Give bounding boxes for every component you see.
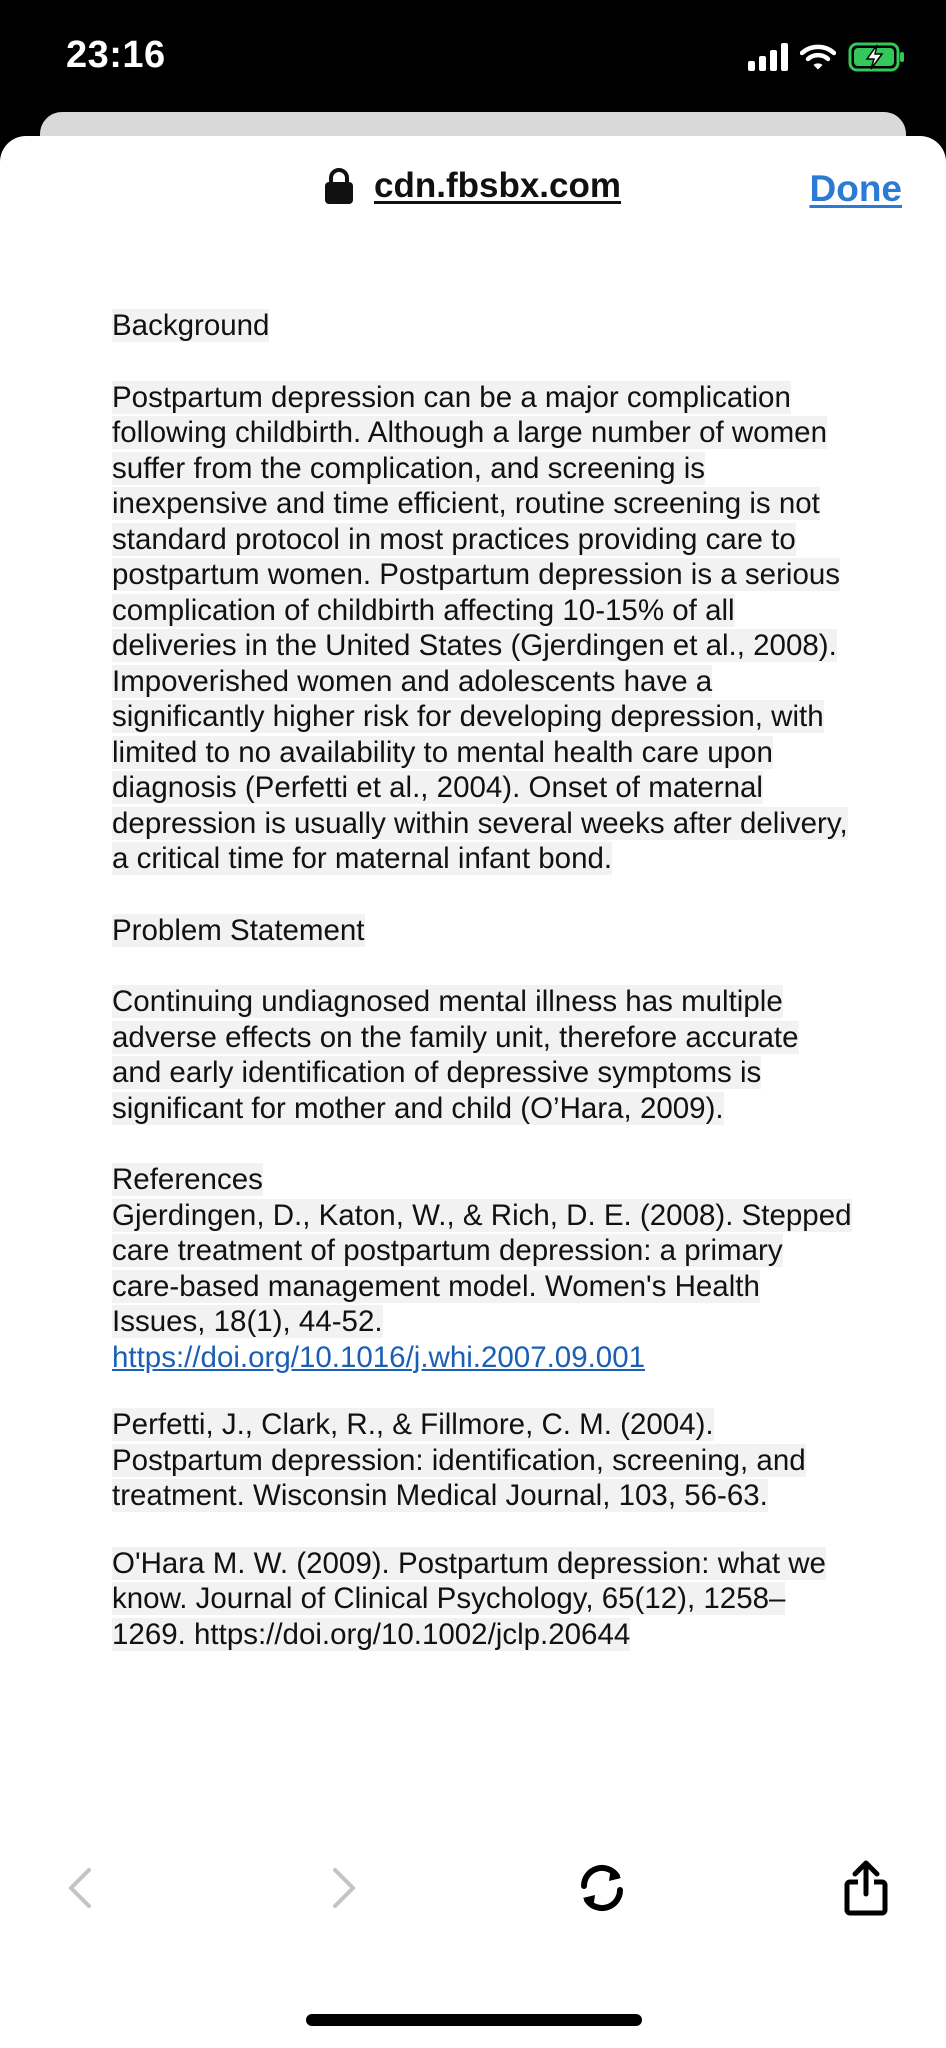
background-paragraph: Postpartum depression can be a major complication following childbirth. Although a large number of women suffer from the complication, and screening is inexpensive and time efficient, routine screening is not standard protocol in most practices providing care to postpartum women. Postpartum depression is a serious complication of childbirth affecting 10-15% of all deliveries in the United States (Gjerdingen et al., 2008). Impoverished women and adolescents have a significantly higher risk for developing depression, with limited to no availability to mental health care upon diagnosis (Perfetti et al., 2004). Onset of maternal depression is usually within several weeks after delivery, a critical time for maternal infant bond. <box>112 380 848 875</box>
status-bar <box>0 0 946 120</box>
battery-charging-icon <box>848 42 906 72</box>
browser-sheet <box>0 136 946 2048</box>
reference-gjerdingen-doi-link[interactable]: https://doi.org/10.1016/j.whi.2007.09.001 <box>112 1340 646 1374</box>
status-icons <box>748 42 906 72</box>
references-heading: References <box>112 1163 263 1196</box>
done-button[interactable]: Done <box>809 168 902 209</box>
background-heading: Background <box>112 309 270 342</box>
lock-icon <box>324 167 354 205</box>
problem-statement-paragraph: Continuing undiagnosed mental illness has multiple adverse effects on the family unit, therefore accurate and early identification of depressive symptoms is significant for mother and child (O’Hara, 2009). <box>112 985 799 1125</box>
document-content <box>112 308 852 1652</box>
url-bar <box>0 166 946 226</box>
reload-icon <box>575 1861 629 1915</box>
browser-toolbar <box>0 1848 946 1928</box>
url-text[interactable]: cdn.fbsbx.com <box>374 166 621 205</box>
reference-perfetti: Perfetti, J., Clark, R., & Fillmore, C. M. (2004). Postpartum depression: identification, screening, and treatment. Wisconsin Medical Journal, 103, 56-63. <box>112 1408 806 1512</box>
chevron-left-icon <box>65 1866 95 1910</box>
problem-statement-heading: Problem Statement <box>112 913 365 947</box>
wifi-icon <box>800 43 836 71</box>
share-icon <box>844 1860 888 1916</box>
back-button[interactable] <box>40 1848 120 1928</box>
reload-button[interactable] <box>562 1848 642 1928</box>
cellular-signal-icon <box>748 43 788 71</box>
status-time: 23:16 <box>66 34 166 76</box>
reference-gjerdingen: Gjerdingen, D., Katon, W., & Rich, D. E. (2008). Stepped care treatment of postpartum depression: a primary care-based management model. Women's Health Issues, 18(1), 44-52. <box>112 1198 852 1338</box>
reference-ohara: O'Hara M. W. (2009). Postpartum depression: what we know. Journal of Clinical Psychology, 65(12), 1258–1269. https://doi.org/10.1002/jclp.20644 <box>112 1546 826 1651</box>
chevron-right-icon <box>329 1866 359 1910</box>
forward-button[interactable] <box>304 1848 384 1928</box>
home-indicator[interactable] <box>306 2014 642 2026</box>
share-button[interactable] <box>826 1848 906 1928</box>
address[interactable] <box>324 166 621 206</box>
